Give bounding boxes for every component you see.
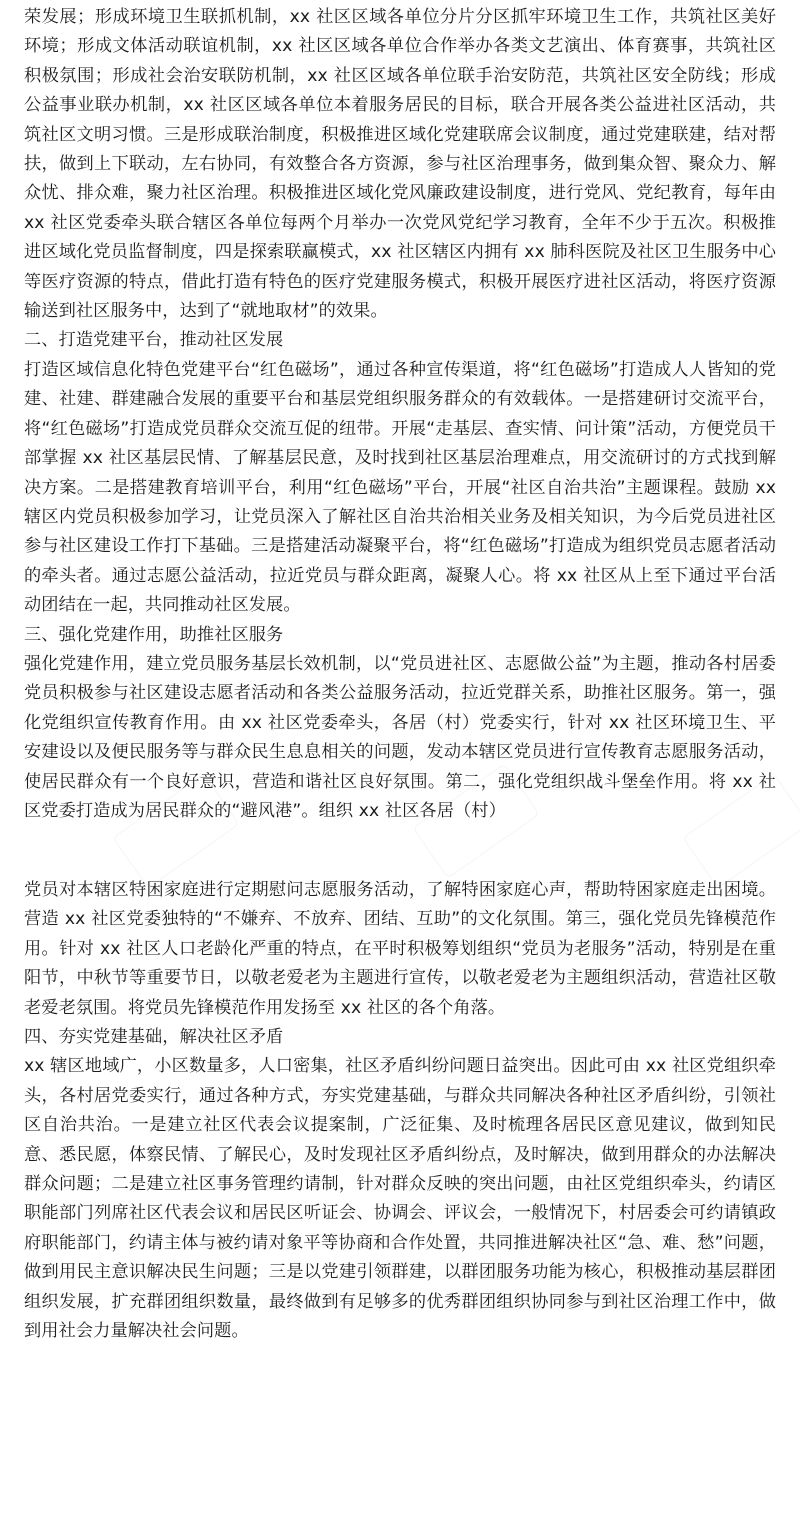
page-1-text	[24, 3, 776, 826]
body-paragraph: 打造区域信息化特色党建平台“红色磁场”，通过各种宣传渠道，将“红色磁场”打造成人人皆知的党建、社建、群建融合发展的重要平台和基层党组织服务群众的有效载体。一是搭建研讨交流平台，将“红色磁场”打造成党员群众交流互促的纽带。开展“走基层、查实情、问计策”活动，方便党员干部掌握 xx 社区基层民情、了解基层民意，及时找到社区基层治理难点，用交流研讨的方式找到解决方案。二是搭建教育培训平台，利用“红色磁场”平台，开展“社区自治共治”主题课程。鼓励 xx 辖区内党员积极参加学习，让党员深入了解社区自治共治相关业务及相关知识，为今后党员进社区参与社区建设工作打下基础。三是搭建活动凝聚平台，将“红色磁场”打造成为组织党员志愿者活动的牵头者。通过志愿公益活动，拉近党员与群众距离，凝聚人心。将 xx 社区从上至下通过平台活动团结在一起，共同推动社区发展。	[24, 359, 776, 616]
body-paragraph: 党员对本辖区特困家庭进行定期慰问志愿服务活动，了解特困家庭心声，帮助特困家庭走出困境。营造 xx 社区党委独特的“不嫌弃、不放弃、团结、互助”的文化氛围。第三，强化党员先锋模范作用。针对 xx 社区人口老龄化严重的特点，在平时积极筹划组织“党员为老服务”活动，特别是在重阳节，中秋节等重要节日，以敬老爱老为主题进行宣传，以敬老爱老为主题组织活动，营造社区敬老爱老氛围。将党员先锋模范作用发扬至 xx 社区的各个角落。	[24, 880, 776, 1018]
page-2-text	[24, 876, 776, 1347]
body-paragraph: 荣发展；形成环境卫生联抓机制，xx 社区区域各单位分片分区抓牢环境卫生工作，共筑社区美好环境；形成文体活动联谊机制，xx 社区区域各单位合作举办各类文艺演出、体育赛事，共筑社区积极氛围；形成社会治安联防机制，xx 社区区域各单位联手治安防范，共筑社区安全防线；形成公益事业联办机制，xx 社区区域各单位本着服务居民的目标，联合开展各类公益进社区活动，共筑社区文明习惯。三是形成联治制度，积极推进区域化党建联席会议制度，通过党建联建，结对帮扶，做到上下联动，左右协同，有效整合各方资源，参与社区治理事务，做到集众智、聚众力、解众忧、排众难，聚力社区治理。积极推进区域化党风廉政建设制度，进行党风、党纪教育，每年由 xx 社区党委牵头联合辖区各单位每两个月举办一次党风党纪学习教育，全年不少于五次。积极推进区域化党员监督制度，四是探索联赢模式，xx 社区辖区内拥有 xx 肺科医院及社区卫生服务中心等医疗资源的特点，借此打造有特色的医疗党建服务模式，积极开展医疗进社区活动，将医疗资源输送到社区服务中，达到了“就地取材”的效果。	[24, 7, 776, 322]
body-paragraph: 强化党建作用，建立党员服务基层长效机制，以“党员进社区、志愿做公益”为主题，推动各村居委党员积极参与社区建设志愿者活动和各类公益服务活动，拉近党群关系，助推社区服务。第一，强化党组织宣传教育作用。由 xx 社区党委牵头，各居（村）党委实行，针对 xx 社区环境卫生、平安建设以及便民服务等与群众民生息息相关的问题，发动本辖区党员进行宣传教育志愿服务活动，使居民群众有一个良好意识，营造和谐社区良好氛围。第二，强化党组织战斗堡垒作用。将 xx 社区党委打造成为居民群众的“避风港”。组织 xx 社区各居（村）	[24, 653, 776, 821]
body-paragraph: xx 辖区地域广，小区数量多，人口密集，社区矛盾纠纷问题日益突出。因此可由 xx 社区党组织牵头，各村居党委实行，通过各种方式，夯实党建基础，与群众共同解决各种社区矛盾纠纷，引领社区自治共治。一是建立社区代表会议提案制，广泛征集、及时梳理各居民区意见建议，做到知民意、悉民愿，体察民情、了解民心，及时发现社区矛盾纠纷点，及时解决，做到用群众的办法解决群众问题；二是建立社区事务管理约请制，针对群众反映的突出问题，由社区党组织牵头，约请区职能部门列席社区代表会议和居民区听证会、协调会、评议会，一般情况下，村居委会可约请镇政府职能部门，约请主体与被约请对象平等协商和合作处置，共同推进解决社区“急、难、愁”问题，做到用民主意识解决民生问题；三是以党建引领群建，以群团服务功能为核心，积极推动基层群团组织发展，扩充群团组织数量，最终做到有足够多的优秀群团组织协同参与到社区治理工作中，做到用社会力量解决社会问题。	[24, 1056, 776, 1342]
section-heading: 四、夯实党建基础，解决社区矛盾	[24, 1027, 284, 1048]
section-heading: 三、强化党建作用，助推社区服务	[24, 624, 284, 645]
page-break	[0, 838, 800, 868]
section-heading: 二、打造党建平台，推动社区发展	[24, 330, 284, 351]
